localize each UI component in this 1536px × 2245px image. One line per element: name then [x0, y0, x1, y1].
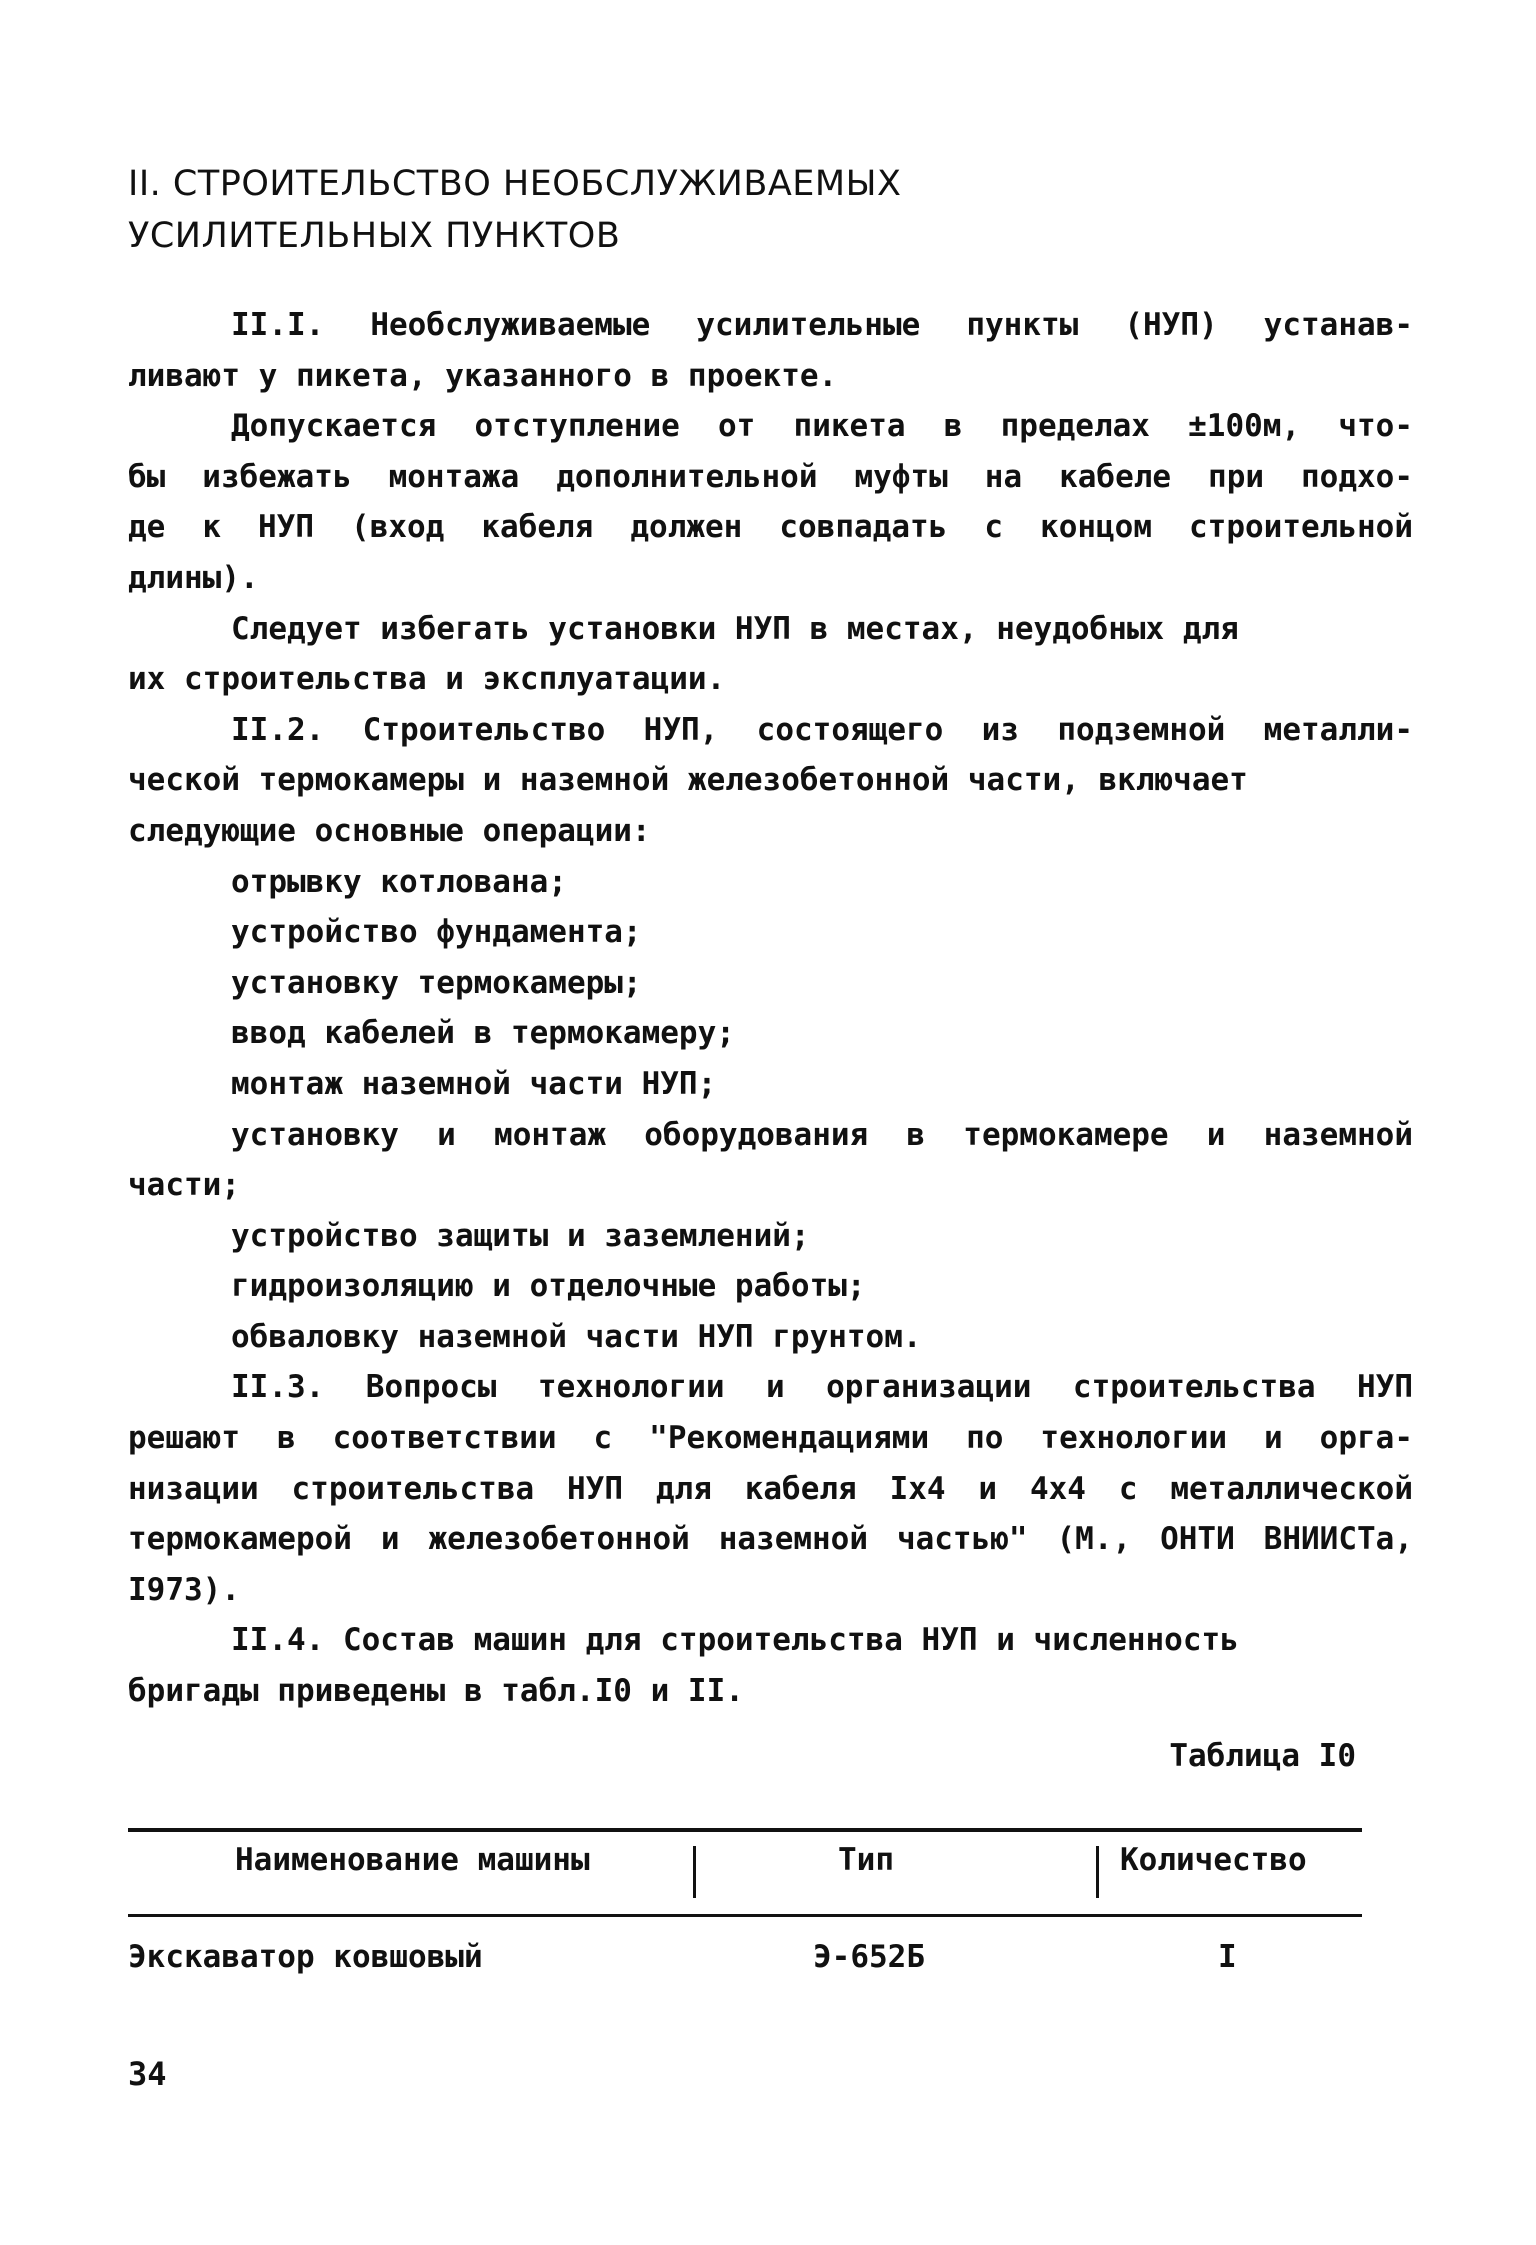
text-line: следующие основные операции:: [128, 812, 651, 849]
text-line: установку термокамеры;: [231, 964, 642, 1001]
column-divider: [693, 1846, 696, 1898]
text-line: устройство защиты и заземлений;: [231, 1217, 810, 1254]
column-divider: [1096, 1846, 1099, 1898]
text-line: их строительства и эксплуатации.: [128, 661, 726, 698]
text-line: гидроизоляцию и отделочные работы;: [231, 1268, 866, 1305]
text-line: Следует избегать установки НУП в местах, неудобных для: [231, 610, 1239, 647]
text-line: II.4. Состав машин для строительства НУП и численность: [231, 1622, 1239, 1659]
text-line: ческой термокамеры и наземной железобетонной части, включает: [128, 762, 1248, 799]
text-line: Допускается отступление от пикета в пределах ±100м, что-: [231, 408, 1413, 445]
text-line: II.I. Необслуживаемые усилительные пункты (НУП) устанав-: [231, 307, 1413, 343]
machines-table: [128, 1828, 1362, 1987]
page-number: 34: [128, 2055, 167, 2093]
cell-machine-quantity: I: [1218, 1939, 1237, 1975]
text-line: обваловку наземной части НУП грунтом.: [231, 1318, 922, 1355]
text-line: монтаж наземной части НУП;: [231, 1065, 717, 1102]
text-line: установку и монтаж оборудования в термокамере и наземной: [231, 1116, 1413, 1153]
text-line: II.2. Строительство НУП, состоящего из подземной металли-: [231, 711, 1413, 748]
cell-machine-name: Экскаватор ковшовый: [128, 1939, 483, 1975]
table-header: [128, 1832, 1362, 1914]
text-line: ввод кабелей в термокамеру;: [231, 1015, 735, 1052]
column-header-quantity: Количество: [1120, 1842, 1307, 1878]
text-line: решают в соответствии с "Рекомендациями по технологии и орга-: [128, 1420, 1413, 1457]
text-line: длины).: [128, 559, 259, 596]
text-line: ливают у пикета, указанного в проекте.: [128, 357, 838, 394]
column-header-name: Наименование машины: [235, 1842, 590, 1878]
text-line: I973).: [128, 1571, 240, 1608]
text-line: части;: [128, 1167, 240, 1204]
text-line: II.3. Вопросы технологии и организации строительства НУП: [231, 1369, 1413, 1406]
text-line: бы избежать монтажа дополнительной муфты на кабеле при подхо-: [128, 458, 1413, 495]
text-line: устройство фундамента;: [231, 914, 642, 951]
section-heading: [128, 158, 901, 262]
table-caption: Таблица I0: [1169, 1738, 1356, 1774]
table-row: [128, 1917, 1362, 1987]
cell-machine-type: Э-652Б: [813, 1939, 925, 1975]
text-line: отрывку котлована;: [231, 863, 567, 900]
text-line: низации строительства НУП для кабеля Iх4 и 4х4 с металлической: [128, 1470, 1413, 1507]
heading-line-2: УСИЛИТЕЛЬНЫХ ПУНКТОВ: [128, 216, 621, 256]
text-line: бригады приведены в табл.I0 и II.: [128, 1673, 744, 1710]
body-text: [128, 300, 1413, 1717]
text-line: де к НУП (вход кабеля должен совпадать с концом строительной: [128, 509, 1413, 546]
heading-line-1: II. СТРОИТЕЛЬСТВО НЕОБСЛУЖИВАЕМЫХ: [128, 164, 902, 204]
text-line: термокамерой и железобетонной наземной частью" (М., ОНТИ ВНИИСТа,: [128, 1521, 1413, 1558]
column-header-type: Тип: [838, 1842, 894, 1878]
